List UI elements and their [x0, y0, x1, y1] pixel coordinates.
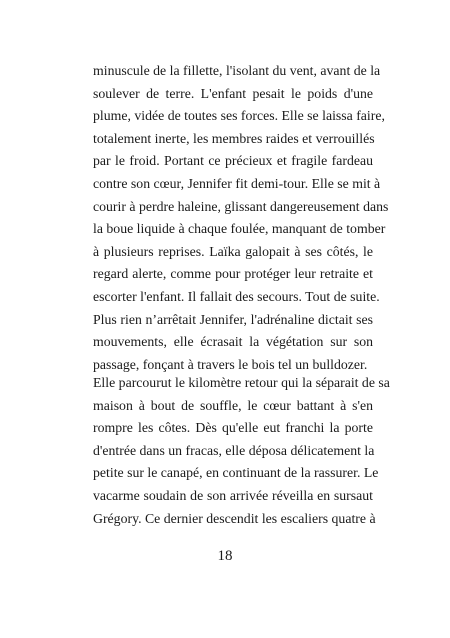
text-line: rompre les côtes. Dès qu'elle eut franchi la porte: [93, 420, 373, 436]
text-line: Plus rien n’arrêtait Jennifer, l'adrénaline dictait ses: [93, 311, 373, 327]
text-line: la boue liquide à chaque foulée, manquant de tomber: [93, 221, 386, 237]
text-line: minuscule de la fillette, l'isolant du vent, avant de la: [93, 63, 381, 78]
text-line: courir à perdre haleine, glissant dangereusement dans: [93, 198, 389, 214]
text-line: maison à bout de souffle, le cœur battant à s'en: [93, 397, 373, 413]
text-line: d'entrée dans un fracas, elle déposa délicatement la: [93, 442, 375, 458]
text-line: contre son cœur, Jennifer fit demi-tour. Elle se mit à: [93, 175, 381, 191]
text-line: petite sur le canapé, en continuant de la rassurer. Le: [93, 465, 379, 481]
text-line: vacarme soudain de son arrivée réveilla en sursaut: [93, 487, 373, 503]
text-line: regard alerte, comme pour protéger leur retraite et: [93, 266, 373, 282]
text-line: soulever de terre. L'enfant pesait le poids d'une: [93, 85, 373, 101]
paragraph-1: [93, 60, 389, 376]
text-line: passage, fonçant à travers le bois tel un bulldozer.: [93, 356, 368, 372]
text-line: Grégory. Ce dernier descendit les escaliers quatre à: [93, 510, 376, 526]
text-line: escorter l'enfant. Il fallait des secours. Tout de suite.: [93, 288, 380, 304]
text-line: totalement inerte, les membres raides et verrouillés: [93, 130, 375, 146]
text-line: Elle parcourut le kilomètre retour qui la séparait de sa: [93, 375, 390, 390]
paragraph-2: [93, 372, 390, 530]
text-line: plume, vidée de toutes ses forces. Elle se laissa faire,: [93, 108, 385, 124]
text-line: mouvements, elle écrasait la végétation sur son: [93, 334, 373, 350]
text-line: à plusieurs reprises. Laïka galopait à ses côtés, le: [93, 243, 373, 259]
text-line: par le froid. Portant ce précieux et fragile fardeau: [93, 153, 373, 169]
page-number: 18: [217, 548, 233, 564]
